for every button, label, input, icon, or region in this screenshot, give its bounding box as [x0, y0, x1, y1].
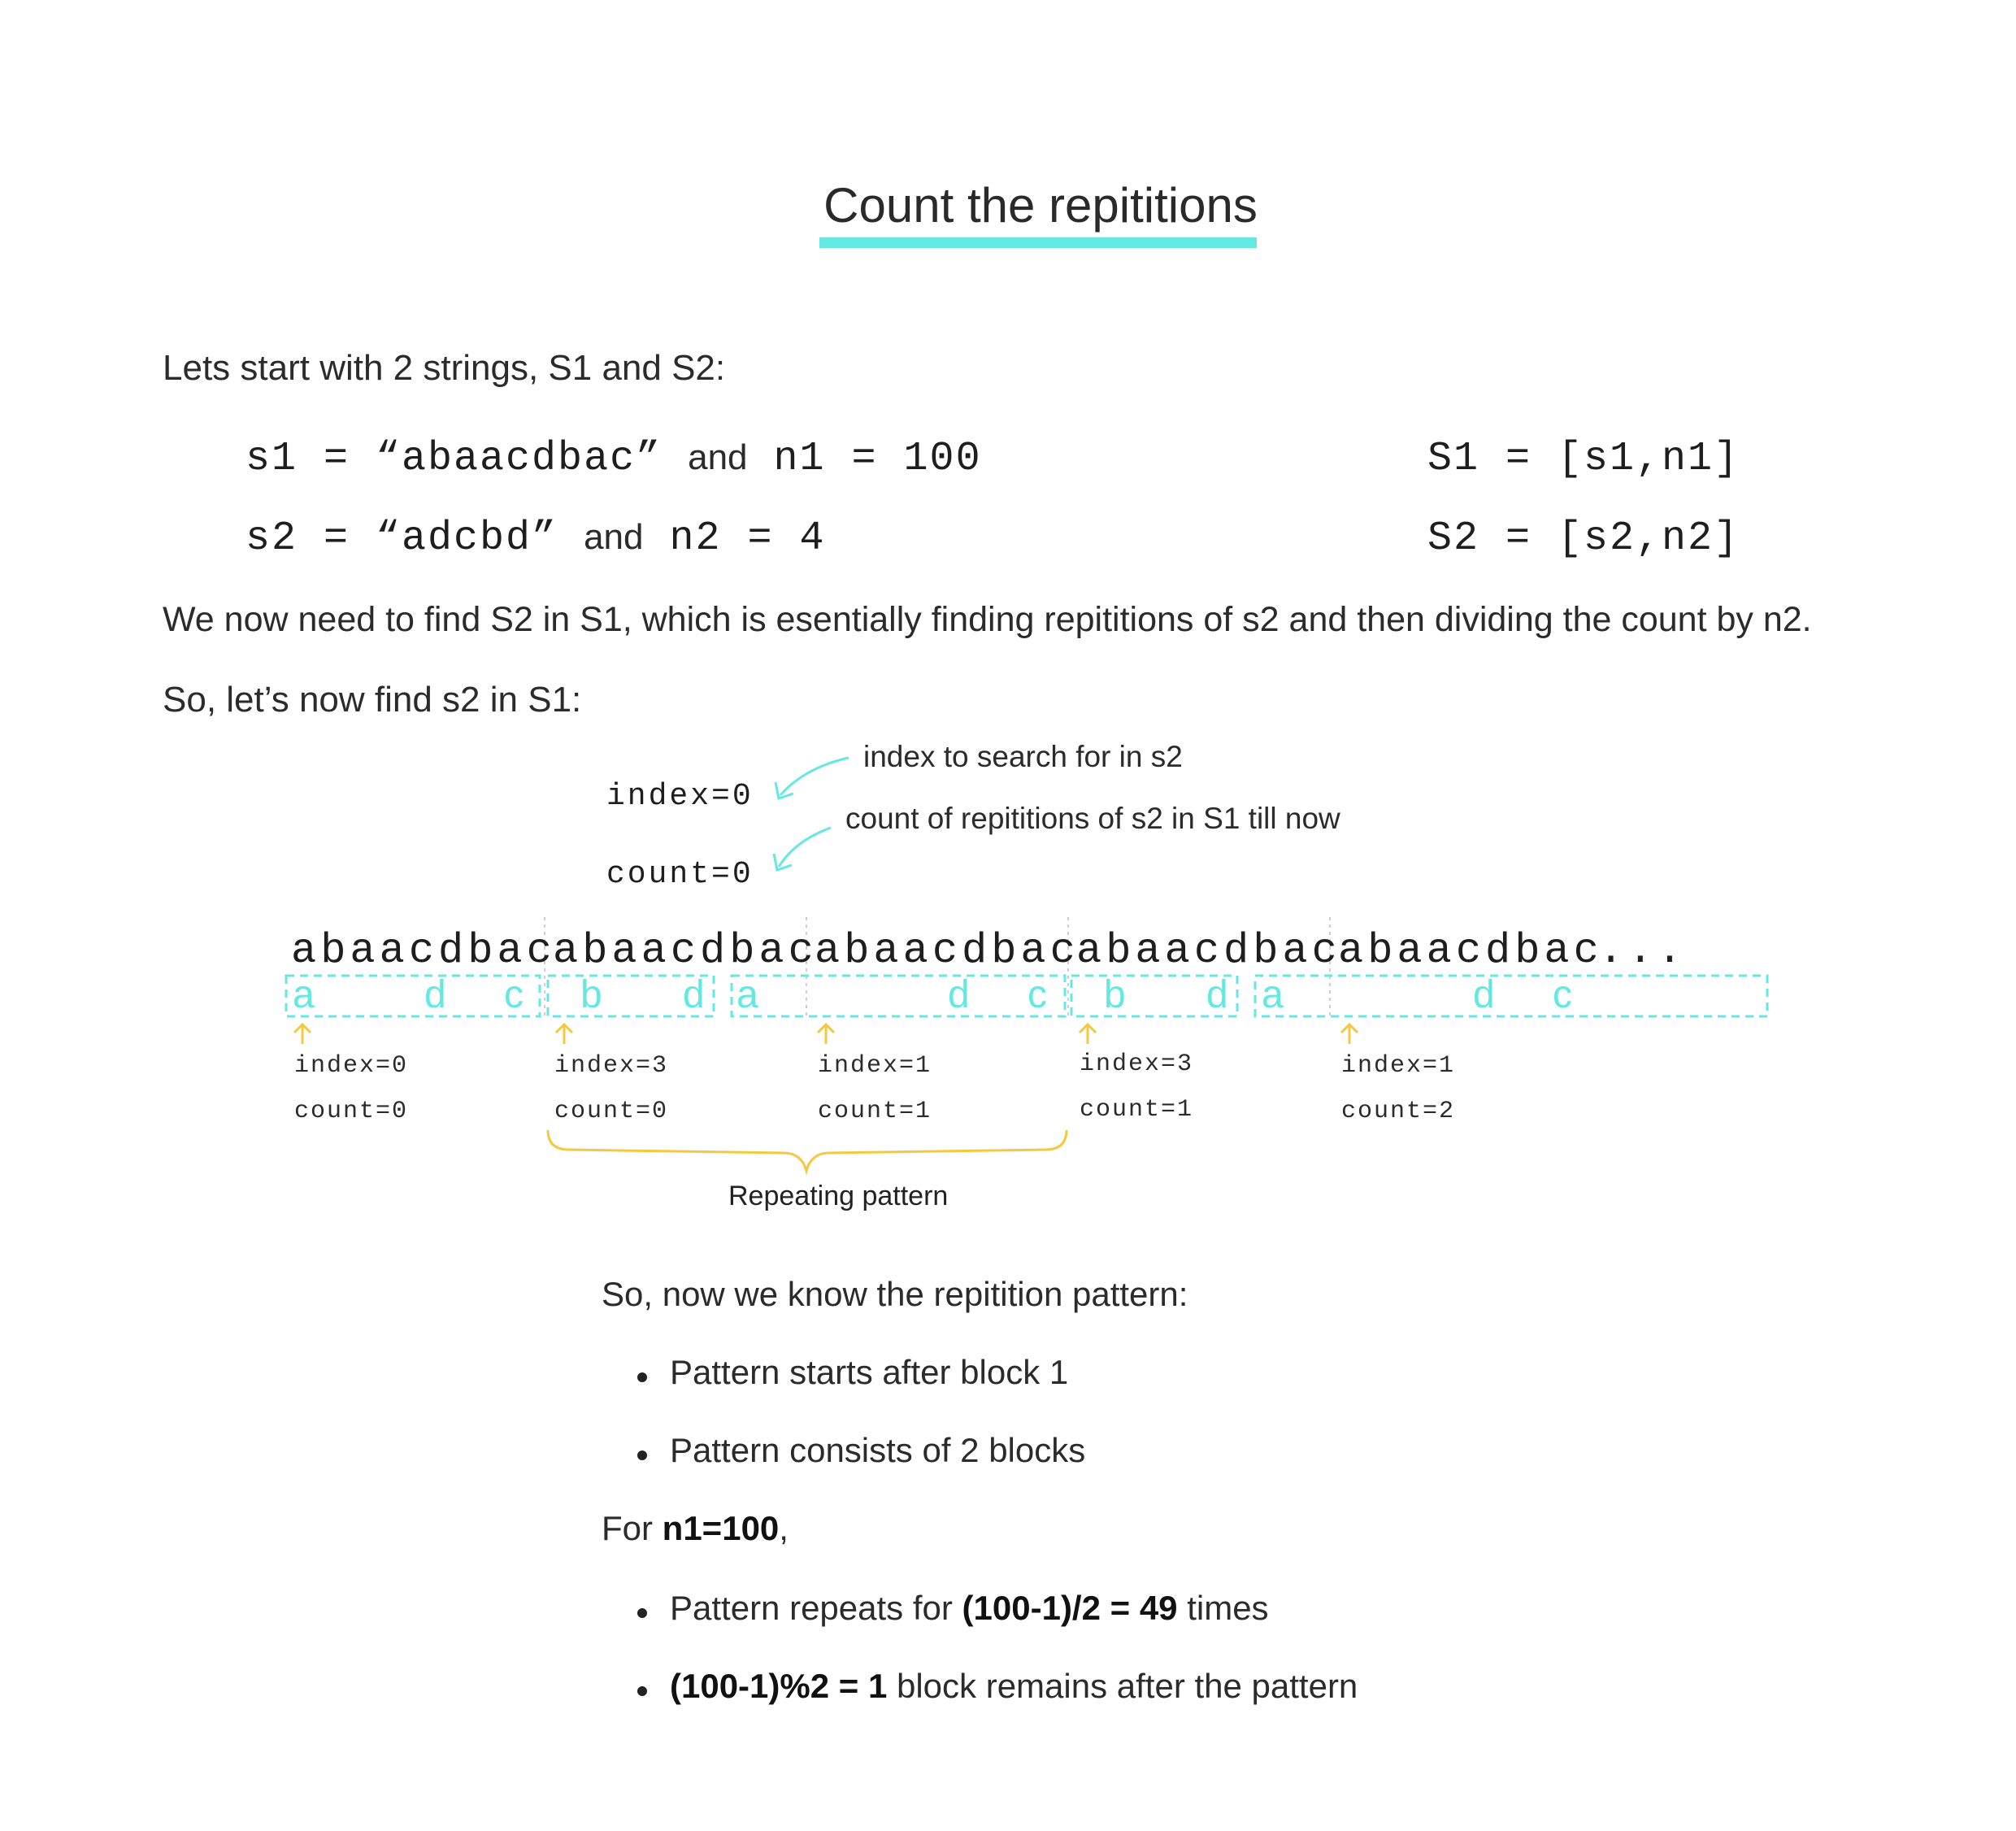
block-1-count: count=0	[294, 1098, 409, 1125]
repeating-pattern-brace	[548, 1130, 1067, 1171]
intro-text: Lets start with 2 strings, S1 and S2:	[163, 348, 726, 388]
match-letter: d	[948, 973, 970, 1016]
position-arrow-icon	[556, 1024, 572, 1044]
block-2-index: index=3	[554, 1052, 669, 1080]
block-3-count: count=1	[818, 1098, 932, 1125]
block-4-count: count=1	[1080, 1096, 1194, 1124]
s1-block-2: abaacdbac	[553, 927, 818, 975]
match-letter: c	[504, 973, 524, 1016]
n2-code: n2 = 4	[669, 515, 826, 562]
match-letter: d	[1206, 973, 1228, 1016]
bullet4-suffix: block remains after the pattern	[887, 1667, 1358, 1705]
S1-definition: S1 = [s1,n1]	[1427, 436, 1740, 482]
match-letter: a	[736, 973, 758, 1016]
match-letter: a	[293, 973, 315, 1016]
bullet-dot	[637, 1372, 647, 1382]
s1-code: s1 = “abaacdbac”	[245, 436, 663, 482]
s1-block-4: abaacdbac	[1076, 927, 1341, 975]
position-arrow-icon	[1341, 1024, 1358, 1044]
match-box	[732, 976, 1065, 1016]
s2-and-word: and	[584, 517, 644, 557]
match-letter: d	[683, 973, 705, 1016]
position-arrow-icon	[818, 1024, 834, 1044]
summary-bullet-4	[670, 1667, 1358, 1706]
block-3-index: index=1	[818, 1052, 932, 1080]
match-letter: d	[424, 973, 446, 1016]
block-4-index: index=3	[1080, 1050, 1194, 1078]
summary-bullet-2: Pattern consists of 2 blocks	[670, 1431, 1086, 1469]
find-intro-text: So, let’s now find s2 in S1:	[163, 680, 582, 720]
for-prefix: For	[602, 1509, 663, 1547]
bullet-dot	[637, 1608, 647, 1618]
match-letter: c	[1028, 973, 1047, 1016]
s1-block-3: abaacdbac	[815, 927, 1080, 975]
match-letter: a	[1262, 973, 1284, 1016]
block-1-index: index=0	[294, 1052, 409, 1080]
summary-bullet-3	[670, 1589, 1269, 1628]
block-2-count: count=0	[554, 1098, 669, 1125]
s1-block-5: abaacdbac	[1338, 927, 1603, 975]
summary-bullet-1: Pattern starts after block 1	[670, 1353, 1069, 1391]
n1-code: n1 = 100	[773, 436, 982, 482]
position-arrow-icon	[294, 1024, 311, 1044]
n1-value: n1=100	[662, 1509, 780, 1547]
bullet3-prefix: Pattern repeats for	[670, 1589, 962, 1627]
s1-block-1: abaacdbac	[291, 927, 556, 975]
for-n1-line	[602, 1509, 789, 1548]
s2-code: s2 = “adcbd”	[245, 515, 558, 562]
index-annotation: index to search for in s2	[863, 740, 1183, 773]
repeating-pattern-label: Repeating pattern	[728, 1181, 949, 1211]
s1-ellipsis: ...	[1598, 927, 1687, 975]
match-letter: d	[1473, 973, 1495, 1016]
S2-definition: S2 = [s2,n2]	[1427, 515, 1740, 562]
bullet-dot	[637, 1450, 647, 1460]
position-arrow-icon	[1080, 1024, 1096, 1044]
page-title: Count the repititions	[823, 178, 1258, 233]
bullet3-suffix: times	[1177, 1589, 1269, 1627]
bullet4-formula: (100-1)%2 = 1	[670, 1667, 888, 1705]
match-box	[1255, 976, 1767, 1016]
summary-intro: So, now we know the repitition pattern:	[602, 1275, 1188, 1313]
index-state-label: index=0	[606, 779, 754, 814]
bullet3-formula: (100-1)/2 = 49	[962, 1589, 1178, 1627]
explanation-text: We now need to find S2 in S1, which is esentially finding repititions of s2 and then dividing the count by n2.	[163, 600, 1812, 639]
match-letter: b	[1104, 973, 1126, 1016]
s1-and-word: and	[688, 437, 748, 477]
block-5-index: index=1	[1341, 1052, 1456, 1080]
block-5-count: count=2	[1341, 1098, 1456, 1125]
count-state-label: count=0	[606, 857, 754, 892]
for-suffix: ,	[779, 1509, 789, 1547]
match-box	[286, 976, 540, 1016]
match-letter: b	[580, 973, 602, 1016]
bullet-dot	[637, 1686, 647, 1696]
position-arrows	[294, 1024, 1358, 1044]
count-annotation: count of repititions of s2 in S1 till now	[845, 802, 1340, 835]
match-letter: c	[1553, 973, 1572, 1016]
